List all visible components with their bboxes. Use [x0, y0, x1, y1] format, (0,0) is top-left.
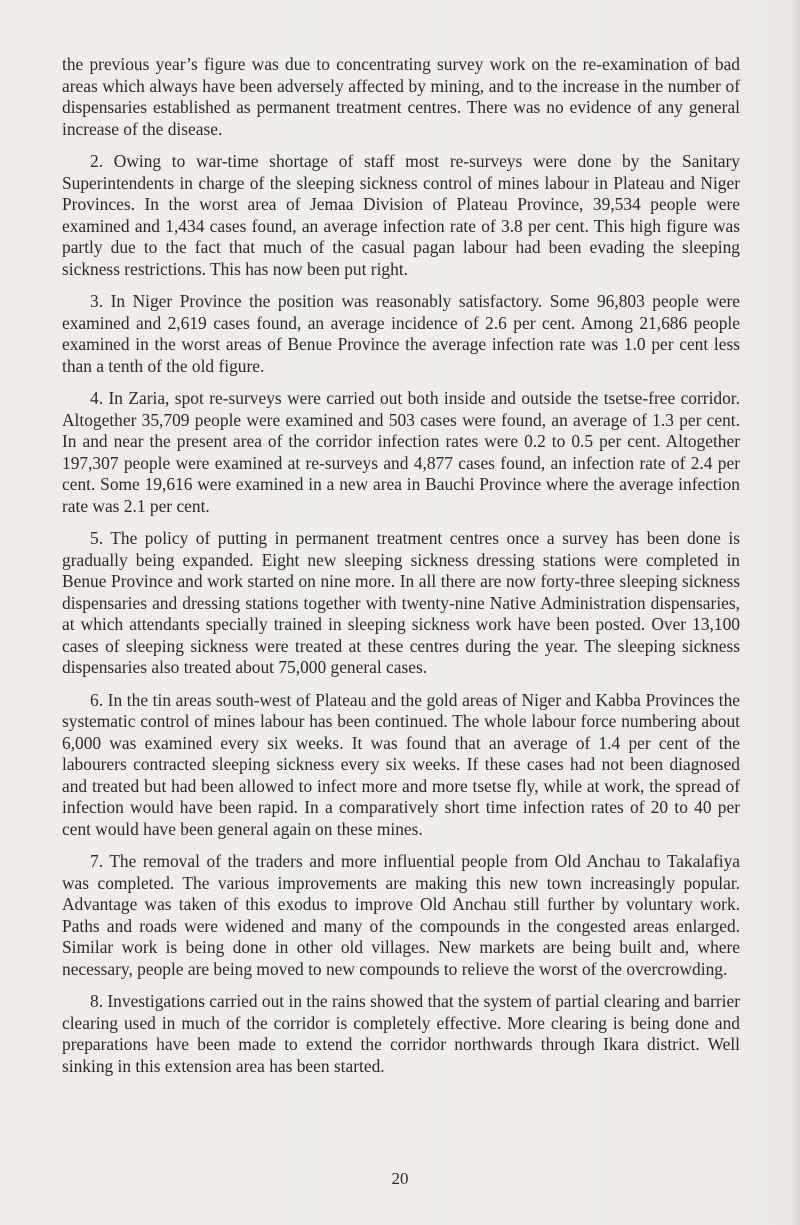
paragraph-2: 2. Owing to war-time shortage of staff most re-surveys were done by the Sanitary Superintendents in charge of the sleeping sickness control of mines labour in Plateau and Niger Provinces. In the worst area of Jemaa Division of Plateau Province, 39,534 people were examined and 1,434 cases found, an average infection rate of 3.8 per cent. This high figure was partly due to the fact that much of the casual pagan labour had been evading the sleeping sickness restrictions. This has now been put right. — [62, 151, 740, 279]
page-number: 20 — [391, 1169, 409, 1188]
paragraph-continuation: the previous year’s figure was due to concentrating survey work on the re-examination of bad areas which always have been adversely affected by mining, and to the increase in the number of dispensaries established as permanent treatment centres. There was no evidence of any general increase of the disease. — [62, 54, 740, 139]
page-edge-shadow — [790, 0, 800, 1225]
paragraph-5: 5. The policy of putting in permanent treatment centres once a survey has been done is gradually being expanded. Eight new sleeping sickness dressing stations were completed in Benue Province and work started on nine more. In all there are now forty-three sleeping sickness dispensaries and dressing stations together with twenty-nine Native Administration dispensaries, at which attendants specially trained in sleeping sickness work have been posted. Over 13,100 cases of sleeping sickness were treated at these centres during the year. The sleeping sickness dispensaries also treated about 75,000 general cases. — [62, 528, 740, 677]
paragraph-7: 7. The removal of the traders and more influential people from Old Anchau to Takalafiya was completed. The various improvements are making this new town increasingly popular. Advantage was taken of this exodus to improve Old Anchau still further by voluntary work. Paths and roads were widened and many of the compounds in the congested areas enlarged. Similar work is being done in other old villages. New markets are being built and, where necessary, people are being moved to new compounds to relieve the worst of the overcrowding. — [62, 851, 740, 979]
paragraph-4: 4. In Zaria, spot re-surveys were carried out both inside and outside the tsetse-free corridor. Altogether 35,709 people were examined and 503 cases were found, an average of 1.3 per cent. In and near the present area of the corridor infection rates were 0.2 to 0.5 per cent. Altogether 197,307 people were examined at re-surveys and 4,877 cases found, an infection rate of 2.4 per cent. Some 19,616 were examined in a new area in Bauchi Province where the average infection rate was 2.1 per cent. — [62, 388, 740, 516]
body-text — [62, 54, 740, 1088]
paragraph-6: 6. In the tin areas south-west of Plateau and the gold areas of Niger and Kabba Provinces the systematic control of mines labour has been continued. The whole labour force numbering about 6,000 was examined every six weeks. It was found that an average of 1.4 per cent of the labourers contracted sleeping sickness every six weeks. If these cases had not been diagnosed and treated but had been allowed to infect more and more tsetse fly, while at work, the spread of infection would have been rapid. In a comparatively short time infection rates of 20 to 40 per cent would have been general again on these mines. — [62, 689, 740, 839]
paragraph-8: 8. Investigations carried out in the rains showed that the system of partial clearing and barrier clearing used in much of the corridor is completely effective. More clearing is being done and preparations have been made to extend the corridor northwards through Ikara district. Well sinking in this extension area has been started. — [62, 991, 741, 1076]
paragraph-3: 3. In Niger Province the position was reasonably satisfactory. Some 96,803 people were examined and 2,619 cases found, an average incidence of 2.6 per cent. Among 21,686 people examined in the worst areas of Benue Province the average infection rate was 1.0 per cent less than a tenth of the old figure. — [62, 291, 740, 376]
